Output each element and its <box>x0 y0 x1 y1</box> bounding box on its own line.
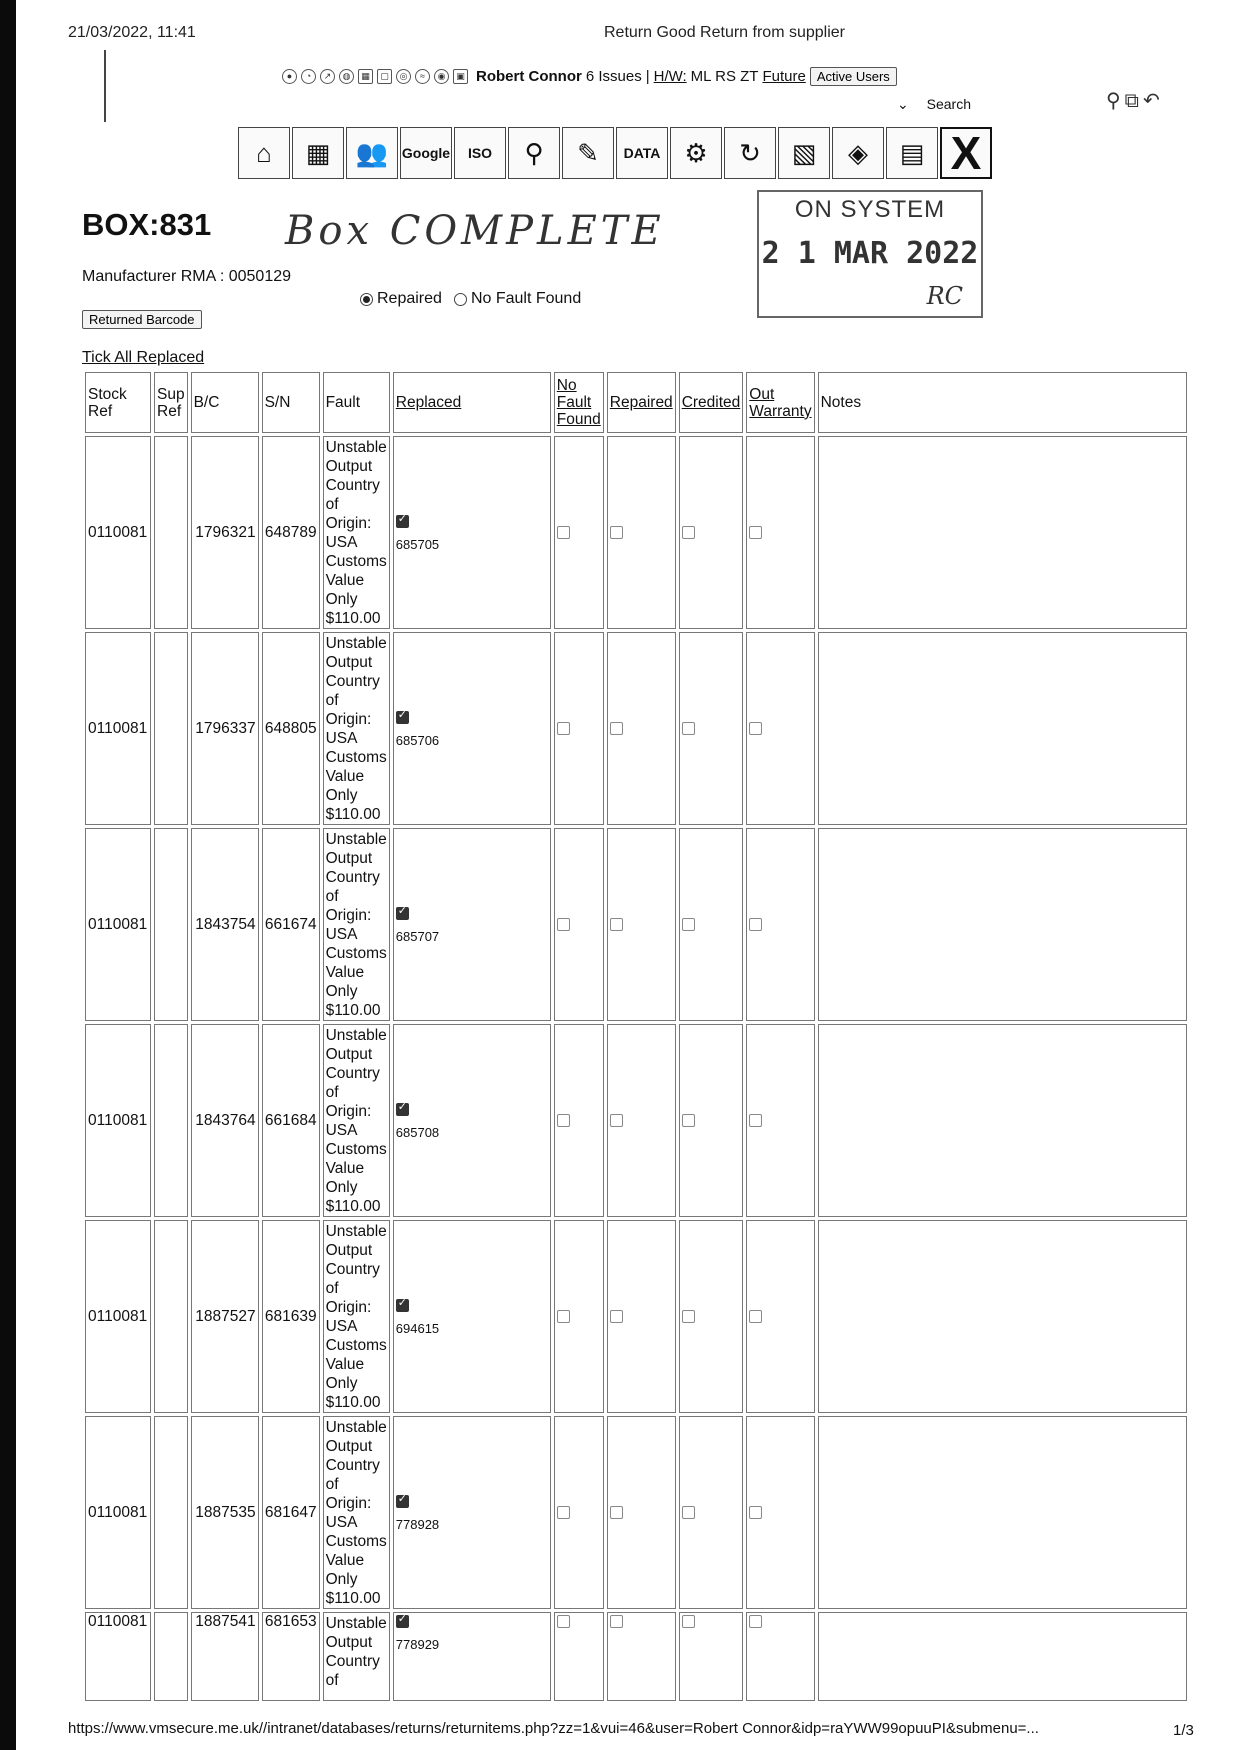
home-icon[interactable]: ⌂ <box>238 127 290 179</box>
repaired-cell <box>607 632 676 825</box>
users-icon[interactable]: 👥 <box>346 127 398 179</box>
fault-cell: Unstable Output Country of Origin: USA Customs Value Only $110.00 <box>323 828 390 1021</box>
bc-cell: 1843754 <box>191 828 259 1021</box>
sn-cell: 648805 <box>262 632 320 825</box>
no-fault-checkbox[interactable] <box>557 1310 570 1323</box>
clock-icon[interactable]: ◔ <box>301 69 316 84</box>
bc-cell: 1843764 <box>191 1024 259 1217</box>
repaired-cell <box>607 1612 676 1701</box>
stock-ref-cell: 0110081 <box>85 632 151 825</box>
fault-cell: Unstable Output Country of Origin: USA Customs Value Only $110.00 <box>323 1024 390 1217</box>
notes-cell[interactable] <box>818 1612 1187 1701</box>
separator: | <box>645 68 650 85</box>
repaired-checkbox[interactable] <box>610 722 623 735</box>
box-icon[interactable]: ◈ <box>832 127 884 179</box>
no-fault-cell <box>554 1612 604 1701</box>
repaired-cell <box>607 436 676 629</box>
fault-cell: Unstable Output Country of Origin: USA Customs Value Only $110.00 <box>323 632 390 825</box>
scan-edge <box>0 0 16 1750</box>
margin-mark <box>104 50 106 122</box>
google-icon[interactable]: Google <box>400 127 452 179</box>
repaired-cell <box>607 1416 676 1609</box>
col-replaced[interactable]: Replaced <box>393 372 551 433</box>
replaced-ref: 685706 <box>395 733 440 748</box>
box-title: BOX:831 <box>82 207 212 242</box>
stock-ref-cell: 0110081 <box>85 828 151 1021</box>
replaced-cell <box>393 436 551 629</box>
sn-cell: 681653 <box>262 1612 320 1701</box>
radio-no-fault[interactable] <box>454 293 467 306</box>
user-name: Robert Connor <box>476 68 582 85</box>
search-icon[interactable]: ⚲ <box>1106 90 1125 112</box>
col-sn: S/N <box>262 372 320 433</box>
table-row <box>85 1220 1187 1413</box>
table-row <box>85 436 1187 629</box>
repaired-checkbox[interactable] <box>610 1615 623 1628</box>
page-number: 1/3 <box>1173 1722 1194 1739</box>
print-url: https://www.vmsecure.me.uk//intranet/databases/returns/returnitems.php?zz=1&vui=46&user=Robert Connor&idp=raYWW99opuuPI&submenu=... <box>68 1720 1039 1737</box>
credited-cell <box>679 828 744 1021</box>
col-out-warranty[interactable]: Out Warranty <box>746 372 814 433</box>
table-row <box>85 1024 1187 1217</box>
external-link-icon[interactable]: ⧉ <box>1124 90 1143 112</box>
out-warranty-cell <box>746 828 814 1021</box>
sup-ref-cell <box>154 1416 188 1609</box>
book-icon[interactable]: ▤ <box>886 127 938 179</box>
status-icon[interactable]: ● <box>282 69 297 84</box>
col-credited[interactable]: Credited <box>679 372 744 433</box>
grid-icon[interactable]: ▦ <box>358 69 373 84</box>
search-dropdown[interactable] <box>897 96 971 113</box>
replaced-ref: 778929 <box>395 1637 440 1652</box>
credited-cell <box>679 1612 744 1701</box>
out-warranty-checkbox[interactable] <box>749 1615 762 1628</box>
col-fault: Fault <box>323 372 390 433</box>
no-fault-cell <box>554 436 604 629</box>
notes-cell[interactable] <box>818 1024 1187 1217</box>
credited-checkbox[interactable] <box>682 526 695 539</box>
credited-checkbox[interactable] <box>682 722 695 735</box>
repaired-cell <box>607 828 676 1021</box>
repaired-checkbox[interactable] <box>610 1506 623 1519</box>
credited-cell <box>679 1220 744 1413</box>
replaced-cell <box>393 632 551 825</box>
replaced-checkbox[interactable] <box>396 1495 409 1508</box>
table-row <box>85 1612 1187 1701</box>
credited-cell <box>679 1024 744 1217</box>
sn-cell: 681647 <box>262 1416 320 1609</box>
col-notes: Notes <box>818 372 1187 433</box>
no-fault-checkbox[interactable] <box>557 526 570 539</box>
stock-ref-cell: 0110081 <box>85 1612 151 1701</box>
magnifier-icon[interactable]: ⚲ <box>508 127 560 179</box>
sup-ref-cell <box>154 828 188 1021</box>
future-link[interactable]: Future <box>762 68 806 85</box>
replaced-ref: 778928 <box>395 1517 440 1532</box>
out-warranty-checkbox[interactable] <box>749 1310 762 1323</box>
notes-cell[interactable] <box>818 828 1187 1021</box>
refresh-icon[interactable]: ↻ <box>724 127 776 179</box>
fault-cell: Unstable Output Country of Origin: USA Customs Value Only $110.00 <box>323 436 390 629</box>
out-warranty-checkbox[interactable] <box>749 918 762 931</box>
record-icon[interactable]: ◉ <box>434 69 449 84</box>
returned-barcode-button[interactable]: Returned Barcode <box>82 310 202 329</box>
main-toolbar <box>238 127 992 179</box>
replaced-cell <box>393 1220 551 1413</box>
no-fault-checkbox[interactable] <box>557 722 570 735</box>
notes-cell[interactable] <box>818 1220 1187 1413</box>
replaced-checkbox[interactable] <box>396 711 409 724</box>
repaired-checkbox[interactable] <box>610 1114 623 1127</box>
replaced-checkbox[interactable] <box>396 515 409 528</box>
sn-cell: 648789 <box>262 436 320 629</box>
no-fault-cell <box>554 1416 604 1609</box>
sup-ref-cell <box>154 632 188 825</box>
sn-cell: 661674 <box>262 828 320 1021</box>
out-warranty-cell <box>746 632 814 825</box>
print-datetime: 21/03/2022, 11:41 <box>68 24 196 41</box>
returns-table <box>82 369 1190 1704</box>
close-icon[interactable]: X <box>940 127 992 179</box>
image-icon[interactable]: ▣ <box>453 69 468 84</box>
arrow-icon[interactable]: ↗ <box>320 69 335 84</box>
edit-icon[interactable]: ✎ <box>562 127 614 179</box>
chart-icon[interactable]: ▧ <box>778 127 830 179</box>
table-row <box>85 828 1187 1021</box>
repaired-cell <box>607 1024 676 1217</box>
print-title: Return Good Return from supplier <box>604 24 845 41</box>
wifi-icon[interactable]: ≈ <box>415 69 430 84</box>
col-sup-ref: Sup Ref <box>154 372 188 433</box>
repaired-checkbox[interactable] <box>610 1310 623 1323</box>
replaced-cell <box>393 828 551 1021</box>
replaced-checkbox[interactable] <box>396 1103 409 1116</box>
replaced-cell <box>393 1612 551 1701</box>
sup-ref-cell <box>154 1220 188 1413</box>
bc-cell: 1887541 <box>191 1612 259 1701</box>
stamp-initials: RC <box>926 282 963 310</box>
radio-no-fault-label: No Fault Found <box>470 290 582 307</box>
manufacturer-rma: Manufacturer RMA : 0050129 <box>82 268 292 285</box>
status-radio-group <box>360 290 581 308</box>
no-fault-checkbox[interactable] <box>557 1506 570 1519</box>
no-fault-checkbox[interactable] <box>557 918 570 931</box>
window-icon[interactable]: ▢ <box>377 69 392 84</box>
col-repaired[interactable]: Repaired <box>607 372 676 433</box>
col-bc: B/C <box>191 372 259 433</box>
globe-icon[interactable]: ◍ <box>339 69 354 84</box>
fault-cell: Unstable Output Country of Origin: USA Customs Value Only $110.00 <box>323 1416 390 1609</box>
stamp-date: 2 1 MAR 2022 <box>761 236 979 271</box>
chevron-down-icon: ⌄ <box>897 96 909 112</box>
no-fault-checkbox[interactable] <box>557 1114 570 1127</box>
notes-cell[interactable] <box>818 1416 1187 1609</box>
out-warranty-checkbox[interactable] <box>749 1506 762 1519</box>
iso-icon[interactable]: ISO <box>454 127 506 179</box>
no-fault-cell <box>554 632 604 825</box>
col-no-fault-found[interactable]: No Fault Found <box>554 372 604 433</box>
sup-ref-cell <box>154 1612 188 1701</box>
credited-cell <box>679 632 744 825</box>
top-right-icons <box>1106 88 1164 113</box>
stock-icon[interactable]: ▦ <box>292 127 344 179</box>
target-icon[interactable]: ◎ <box>396 69 411 84</box>
stock-ref-cell: 0110081 <box>85 1024 151 1217</box>
fault-cell: Unstable Output Country of <box>323 1612 390 1701</box>
out-warranty-cell <box>746 1220 814 1413</box>
no-fault-cell <box>554 828 604 1021</box>
bc-cell: 1796337 <box>191 632 259 825</box>
active-users-button[interactable]: Active Users <box>810 67 897 86</box>
opera-data-icon[interactable]: DATA <box>616 127 668 179</box>
on-system-stamp <box>757 190 983 318</box>
replaced-ref: 694615 <box>395 1321 440 1336</box>
no-fault-cell <box>554 1024 604 1217</box>
replaced-checkbox[interactable] <box>396 1615 409 1628</box>
out-warranty-checkbox[interactable] <box>749 722 762 735</box>
sup-ref-cell <box>154 436 188 629</box>
no-fault-cell <box>554 1220 604 1413</box>
repaired-cell <box>607 1220 676 1413</box>
stock-ref-cell: 0110081 <box>85 1220 151 1413</box>
replaced-ref: 685707 <box>395 929 440 944</box>
sup-ref-cell <box>154 1024 188 1217</box>
issues-count[interactable]: 6 Issues <box>585 68 642 85</box>
notes-cell[interactable] <box>818 436 1187 629</box>
replaced-cell <box>393 1416 551 1609</box>
hw-label[interactable]: H/W: <box>653 68 687 85</box>
search-label: Search <box>926 96 971 112</box>
replaced-cell <box>393 1024 551 1217</box>
tick-all-replaced-link[interactable]: Tick All Replaced <box>82 349 205 366</box>
bc-cell: 1796321 <box>191 436 259 629</box>
bc-cell: 1887527 <box>191 1220 259 1413</box>
out-warranty-checkbox[interactable] <box>749 526 762 539</box>
replaced-checkbox[interactable] <box>396 907 409 920</box>
replaced-ref: 685708 <box>395 1125 440 1140</box>
credited-checkbox[interactable] <box>682 1506 695 1519</box>
repaired-checkbox[interactable] <box>610 526 623 539</box>
table-row <box>85 1416 1187 1609</box>
out-warranty-checkbox[interactable] <box>749 1114 762 1127</box>
radio-repaired[interactable] <box>360 293 373 306</box>
hw-codes: ML RS ZT <box>690 68 759 85</box>
handwritten-note: Box COMPLETE <box>285 208 665 254</box>
table-row <box>85 632 1187 825</box>
replaced-checkbox[interactable] <box>396 1299 409 1312</box>
repaired-checkbox[interactable] <box>610 918 623 931</box>
replaced-ref: 685705 <box>395 537 440 552</box>
credited-cell <box>679 436 744 629</box>
out-warranty-cell <box>746 436 814 629</box>
user-bar <box>282 67 897 86</box>
credited-checkbox[interactable] <box>682 918 695 931</box>
credited-checkbox[interactable] <box>682 1615 695 1628</box>
credited-checkbox[interactable] <box>682 1310 695 1323</box>
out-warranty-cell <box>746 1416 814 1609</box>
undo-icon[interactable]: ↶ <box>1142 90 1164 112</box>
table-header <box>85 372 1187 433</box>
credited-checkbox[interactable] <box>682 1114 695 1127</box>
sn-cell: 681639 <box>262 1220 320 1413</box>
sn-cell: 661684 <box>262 1024 320 1217</box>
out-warranty-cell <box>746 1612 814 1701</box>
stock-ref-cell: 0110081 <box>85 1416 151 1609</box>
notes-cell[interactable] <box>818 632 1187 825</box>
fault-cell: Unstable Output Country of Origin: USA Customs Value Only $110.00 <box>323 1220 390 1413</box>
bc-cell: 1887535 <box>191 1416 259 1609</box>
out-warranty-cell <box>746 1024 814 1217</box>
col-stock-ref: Stock Ref <box>85 372 151 433</box>
stock-ref-cell: 0110081 <box>85 436 151 629</box>
no-fault-checkbox[interactable] <box>557 1615 570 1628</box>
settings-icon[interactable]: ⚙ <box>670 127 722 179</box>
stamp-line1: ON SYSTEM <box>794 196 946 223</box>
credited-cell <box>679 1416 744 1609</box>
radio-repaired-label: Repaired <box>377 290 442 307</box>
